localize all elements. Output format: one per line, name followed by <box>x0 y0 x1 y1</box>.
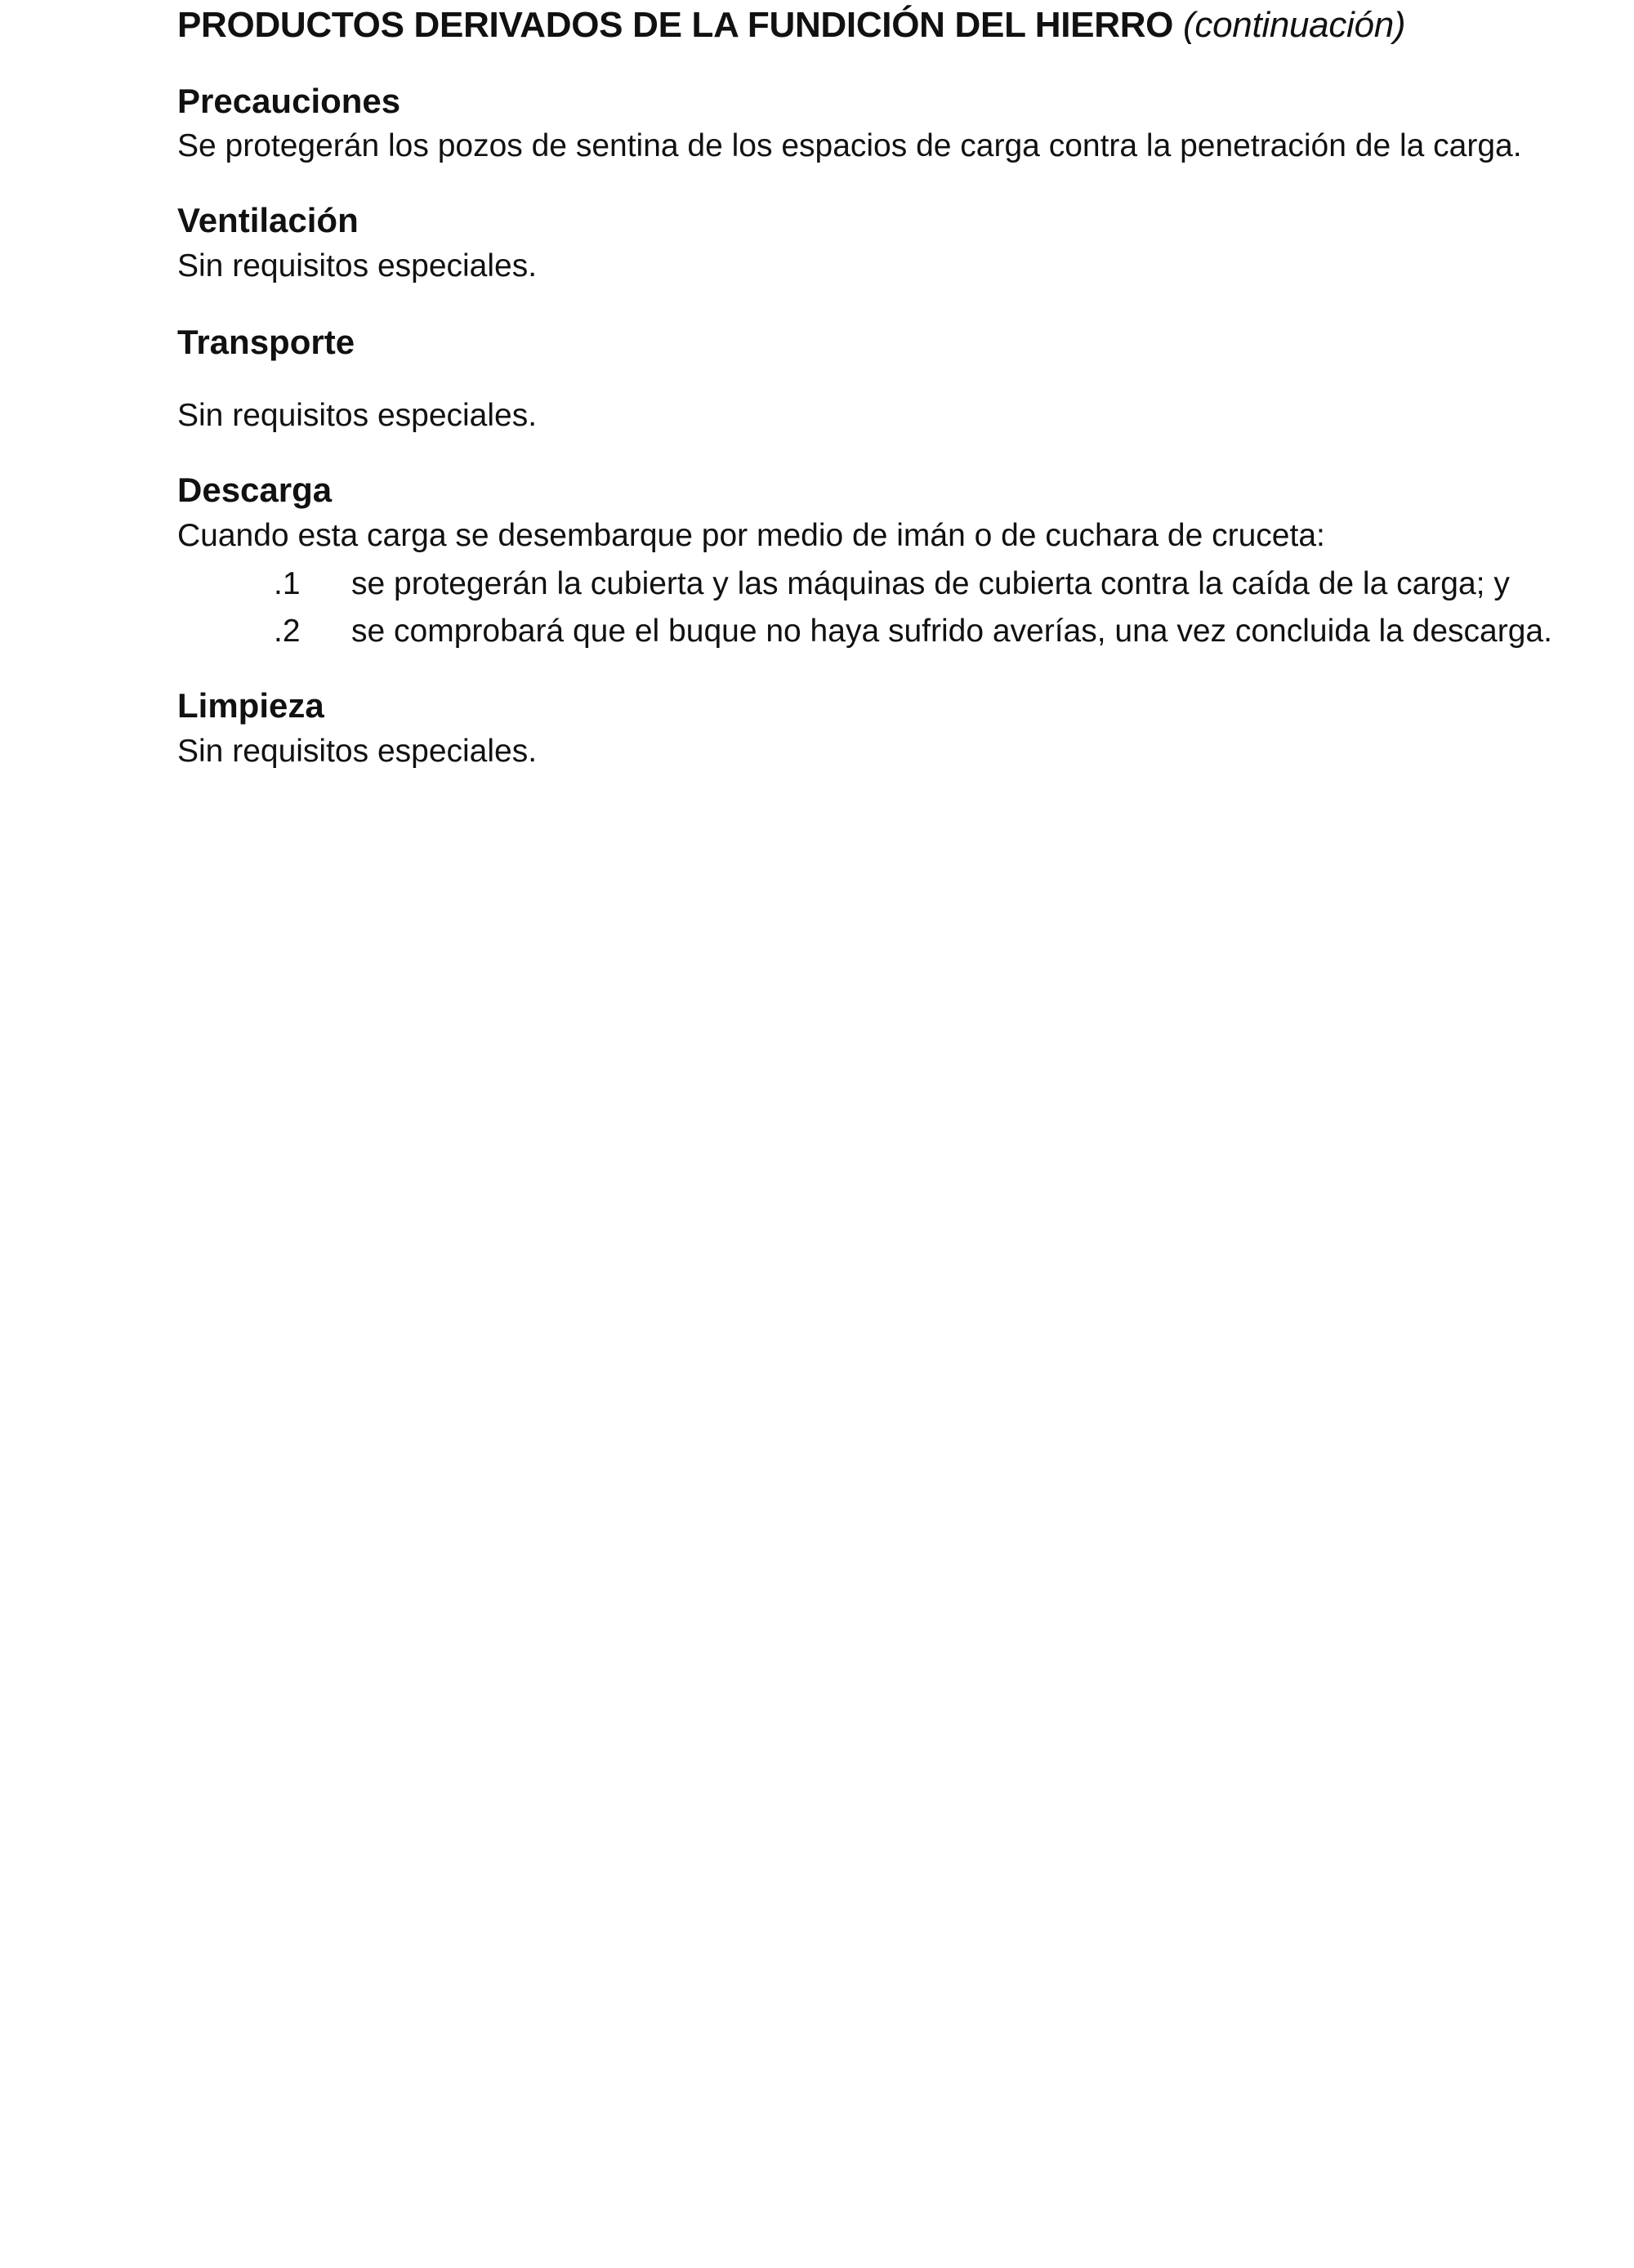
list-item-number: .1 <box>274 566 301 601</box>
section-heading-limpieza: Limpieza <box>177 686 324 725</box>
list-item-text: se comprobará que el buque no haya sufrido averías, una vez concluida la descarga. <box>351 614 1552 649</box>
title-main: PRODUCTOS DERIVADOS DE LA FUNDICIÓN DEL HIERRO <box>177 5 1174 45</box>
section-text-limpieza: Sin requisitos especiales. <box>177 734 538 769</box>
page-title <box>177 5 1405 46</box>
section-text-transporte: Sin requisitos especiales. <box>177 398 538 433</box>
list-item-number: .2 <box>274 614 301 649</box>
list-item-text: se protegerán la cubierta y las máquinas de cubierta contra la caída de la carga; y <box>351 566 1510 601</box>
section-heading-descarga: Descarga <box>177 471 333 509</box>
section-text-precauciones: Se protegerán los pozos de sentina de los espacios de carga contra la penetración de la carga. <box>177 128 1522 163</box>
section-heading-ventilacion: Ventilación <box>177 201 359 239</box>
section-text-descarga: Cuando esta carga se desembarque por medio de imán o de cuchara de cruceta: <box>177 518 1325 553</box>
section-heading-precauciones: Precauciones <box>177 82 401 120</box>
section-heading-transporte: Transporte <box>177 323 355 361</box>
section-text-ventilacion: Sin requisitos especiales. <box>177 248 538 284</box>
title-continuation: (continuación) <box>1183 5 1406 45</box>
